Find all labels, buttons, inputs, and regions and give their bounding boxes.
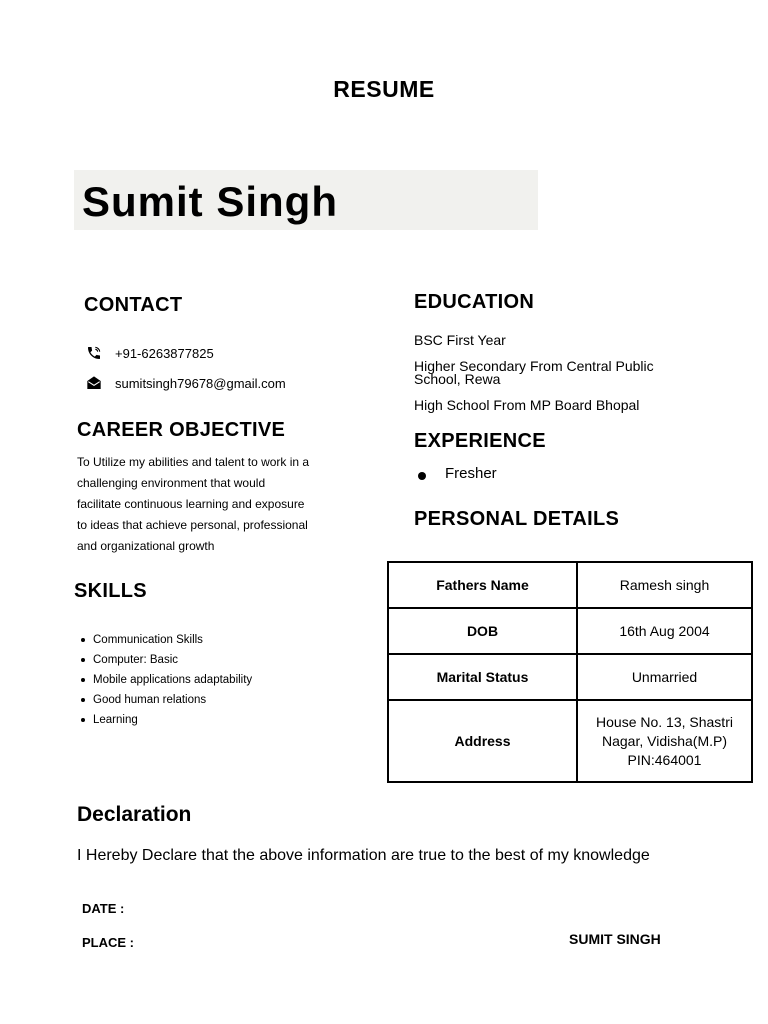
table-value: Ramesh singh: [577, 562, 752, 608]
career-line: to ideas that achieve personal, professional: [77, 518, 308, 532]
table-row: [388, 700, 752, 782]
career-line: facilitate continuous learning and exposure: [77, 497, 305, 511]
table-row: [388, 608, 752, 654]
table-row: [388, 654, 752, 700]
skills-heading: SKILLS: [74, 580, 147, 602]
table-key: Address: [388, 700, 577, 782]
list-item: Communication Skills: [76, 630, 252, 650]
education-item: BSC First Year: [414, 332, 506, 348]
contact-phone: +91-6263877825: [115, 345, 214, 361]
table-key: DOB: [388, 608, 577, 654]
declaration-text: I Hereby Declare that the above information are true to the best of my knowledge: [77, 847, 650, 864]
contact-email: sumitsingh79678@gmail.com: [115, 375, 286, 391]
phone-icon: [86, 345, 102, 361]
career-line: To Utilize my abilities and talent to work in a: [77, 455, 310, 469]
career-line: challenging environment that would: [77, 476, 266, 490]
career-objective-heading: CAREER OBJECTIVE: [77, 419, 286, 441]
envelope-icon: [86, 375, 102, 391]
education-item: High School From MP Board Bhopal: [414, 397, 640, 413]
experience-item: Fresher: [445, 465, 497, 482]
list-item: Mobile applications adaptability: [76, 670, 252, 690]
contact-email-row: [86, 375, 286, 391]
bullet-icon: [418, 472, 426, 480]
document-title: RESUME: [333, 76, 435, 102]
candidate-name: Sumit Singh: [82, 178, 338, 225]
table-value: Unmarried: [577, 654, 752, 700]
education-heading: EDUCATION: [414, 291, 535, 313]
personal-details-table: [387, 561, 753, 783]
list-item: Learning: [76, 710, 252, 730]
skills-list: [76, 630, 252, 730]
table-key: Marital Status: [388, 654, 577, 700]
date-label: DATE :: [82, 901, 125, 916]
contact-heading: CONTACT: [84, 294, 183, 316]
personal-details-heading: PERSONAL DETAILS: [414, 508, 620, 530]
table-value: 16th Aug 2004: [577, 608, 752, 654]
education-item: Higher Secondary From Central Public School, Rewa: [414, 358, 654, 387]
career-line: and organizational growth: [77, 539, 215, 553]
declaration-heading: Declaration: [77, 803, 192, 826]
contact-phone-row: [86, 345, 214, 361]
list-item: Good human relations: [76, 690, 252, 710]
table-row: [388, 562, 752, 608]
signature: SUMIT SINGH: [569, 931, 661, 947]
table-value: House No. 13, Shastri Nagar, Vidisha(M.P) PIN:464001: [577, 700, 752, 782]
list-item: Computer: Basic: [76, 650, 252, 670]
career-objective-text: [77, 452, 362, 557]
experience-heading: EXPERIENCE: [414, 430, 546, 452]
table-key: Fathers Name: [388, 562, 577, 608]
place-label: PLACE :: [82, 935, 134, 950]
